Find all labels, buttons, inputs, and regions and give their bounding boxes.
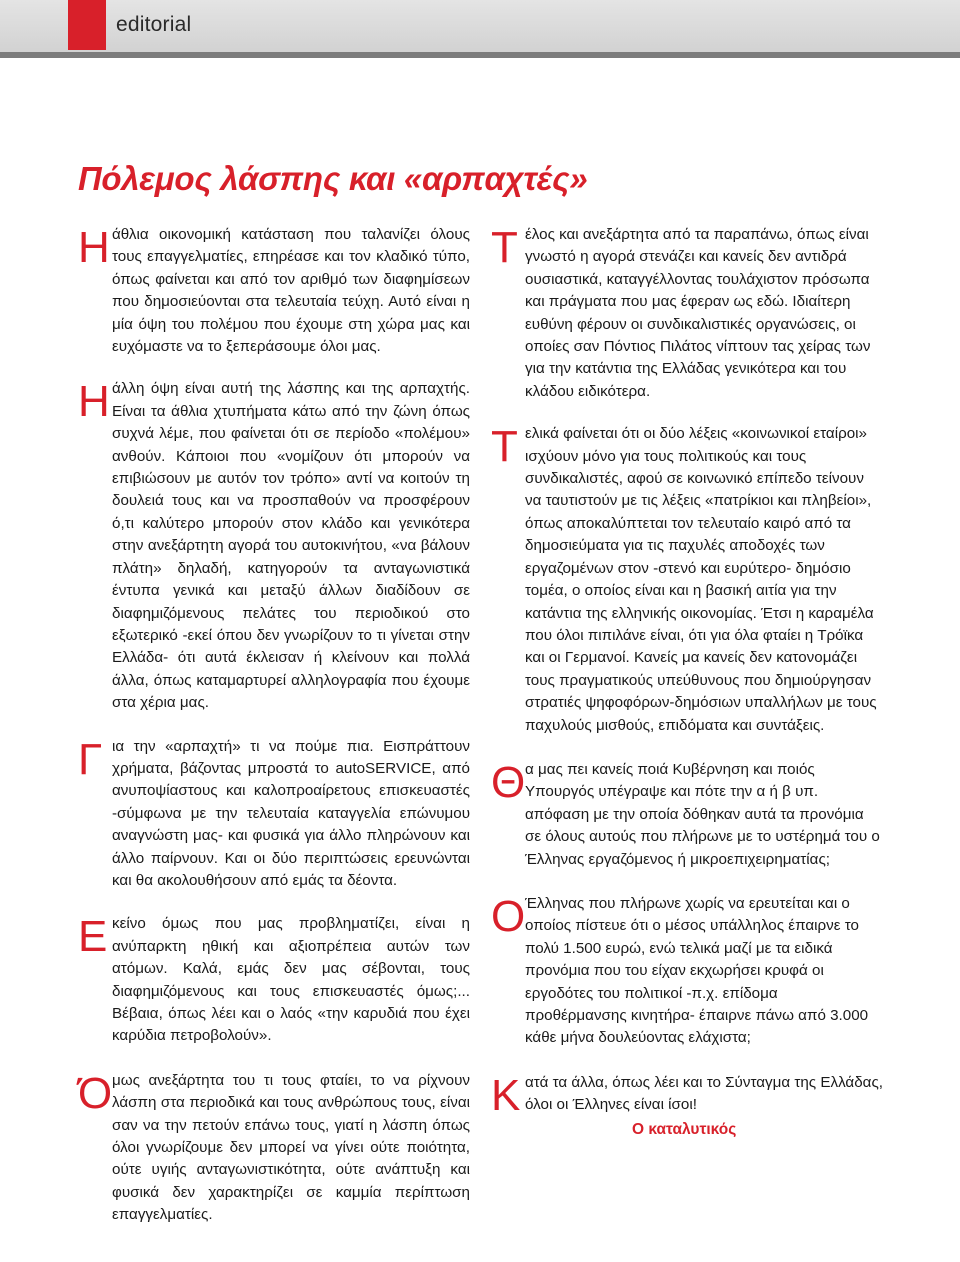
article-title: Πόλεμος λάσπης και «αρπαχτές»: [78, 160, 588, 197]
drop-cap: Η: [78, 377, 110, 427]
drop-cap: Γ: [78, 734, 103, 784]
drop-cap: Ό: [78, 1068, 113, 1118]
paragraph-text: κείνο όμως που μας προβληματίζει, είναι η ανύπαρκτη ηθική και αξιοπρέπεια αυτών των ατόμων. Καλά, εμάς δεν μας σέβονται, τους διαφημιζόμενους και τους επισκευαστές όμως;... Βέβαια, όπως λέει και ο λαός «την καρυδιά που έχει καρύδια πετροβολούν».: [112, 915, 470, 1045]
left-column: [78, 224, 470, 1227]
paragraph-text: άλλη όψη είναι αυτή της λάσπης και της αρπαχτής. Είναι τα άθλια χτυπήματα κάτω από την ζώνη όπως συχνά λέμε, που φαίνεται ότι σε περίοδο «πολέμου» ανθούν. Κάποιοι που «νομίζουν ότι μπορούν να επιβιώσουν με αυτόν τον τρόπο» αντί να κοιτούν τη δουλειά τους και να προσπαθούν να προσφέρουν ό,τι καλύτερο μπορούν στον κλάδο και γενικότερα στην ανεξάρτητη αγορά του αυτοκινήτου, «να βάλουν πλάτη» δηλαδή, κατηγορούν τα ανταγωνιστικά έντυπα γενικά και μεταξύ άλλων διαδίδουν σε διαφημιζόμενους πελάτες του περιοδικού στο εξωτερικό -εκεί όπου δεν γνωρίζουν το τι γίνεται στην Ελλάδα- ότι αυτά έκλεισαν ή κλείνουν και πολλά άλλα, όπως καταμαρτυρεί αλληλογραφία που έχουμε στα χέρια μας.: [112, 380, 470, 712]
section-marker: [68, 0, 106, 50]
paragraph-text: ατά τα άλλα, όπως λέει και το Σύνταγμα της Ελλάδας, όλοι οι Έλληνες είναι ίσοι!: [525, 1073, 883, 1114]
article-paragraph: [78, 378, 470, 714]
section-label: editorial: [116, 13, 192, 36]
right-column: [491, 223, 883, 1120]
paragraph-text: μως ανεξάρτητα του τι τους φταίει, το να ρίχνουν λάσπη στα περιοδικά και τους ανθρώπους τους, είναι σαν να την πετούν επάνω τους, γιατί η λάσπη όπως όλοι γνωρίζουμε δεν μπορεί να γίνει ούτε ποιότητα, ούτε υγιής ανταγωνιστικότητα, ούτε ανάπτυξη και φυσικά δεν χαρακτηρίζει σε καμμία περίπτωση επαγγελματίες.: [112, 1071, 470, 1224]
drop-cap: Τ: [491, 422, 518, 472]
article-paragraph: [78, 913, 470, 1047]
paragraph-text: α μας πει κανείς ποιά Κυβέρνηση και ποιός Υπουργός υπέγραψε και πότε την α ή β υπ. απόφαση με την οποία δόθηκαν αυτά τα προνόμια σε όλους αυτούς που πλήρωνε με το υστέρημά του ο Έλληνας εργαζόμενος ή μικροεπιχειρηματίας;: [525, 760, 880, 868]
paragraph-text: ελικά φαίνεται ότι οι δύο λέξεις «κοινωνικοί εταίροι» ισχύουν μόνο για τους πολιτικούς και τους συνδικαλιστές, αφού σε κοινωνικό επίπεδο τείνουν να ταυτιστούν με τις λέξεις «πατρίκιοι και πληβείοι», όπως αποκαλύπτεται τον τελευταίο καιρό από τα δημοσιεύματα για τις παχυλές αποδοχές των εργαζομένων στον -στενό και ευρύτερο- δημόσιο τομέα, ο οποίος είναι και η βασική αιτία για την κατάντια της ελληνικής οικονομίας. Έτσι η καραμέλα που όλοι πιπιλάνε είναι, ότι για όλα φταίει η Τρόϊκα και οι Γερμανοί. Κανείς μα κανείς δεν κατονομάζει τους πραγματικούς υπεύθυνους που δημιούργησαν στρατιές ψηφοφόρων-δημόσιων υπαλλήλων με τους παχυλούς μισθούς, επιδόματα και συντάξεις.: [525, 425, 877, 734]
drop-cap: Κ: [491, 1070, 521, 1120]
article-paragraph: [78, 736, 470, 893]
drop-cap: Ο: [491, 891, 526, 941]
author-signature: Ο καταλυτικός: [632, 1121, 737, 1138]
article-paragraph: [491, 423, 883, 737]
article-paragraph: [78, 1070, 470, 1227]
paragraph-text: άθλια οικονομική κατάσταση που ταλανίζει όλους τους επαγγελματίες, επηρέασε και τον κλαδικό τύπο, όπως φαίνεται και από τον αριθμό των διαφημίσεων που δημοσιεύονται στα τελευταία τεύχη. Αυτό είναι η μία όψη του πολέμου που έχουμε στη χώρα μας και ευχόμαστε να το ξεπεράσουμε όλοι μας.: [112, 226, 470, 356]
article-paragraph: [78, 224, 470, 358]
drop-cap: Ε: [78, 912, 108, 962]
article-paragraph: [491, 1070, 883, 1120]
drop-cap: Τ: [491, 223, 518, 272]
paragraph-text: ια την «αρπαχτή» τι να πούμε πια. Εισπράττουν χρήματα, βάζοντας μπροστά το autoSERVICE, από ανυποψίαστους και καλοπροαίρετους επισκευαστές -σύμφωνα με την τελευταία καταγγελία επώνυμου αναγνώστη μας- και φυσικά για άλλο πληρώνουν και άλλο παίρνουν. Και οι δύο περιπτώσεις ερευνώνται και θα ακολουθήσουν από εμάς τα δέοντα.: [112, 737, 470, 889]
article-paragraph: [491, 759, 883, 871]
article-paragraph: [491, 224, 883, 403]
drop-cap: Η: [78, 223, 110, 272]
paragraph-text: Έλληνας που πλήρωνε χωρίς να ερευτείται και ο οποίος πίστευε ότι ο μέσος υπάλληλος έπαιρνε το πολύ 1.500 ευρώ, ενώ τελικά μαζί με τα ειδικά προνόμια που του είχαν εκχωρήσει κρυφά οι εργοδότες του πολιτικοί -π.χ. επίδομα προθέρμανσης κινητήρα- έπαιρνε πάνω από 3.000 κάθε μήνα δουλεύοντας ελάχιστα;: [525, 894, 869, 1047]
article-paragraph: [491, 893, 883, 1050]
paragraph-text: έλος και ανεξάρτητα από τα παραπάνω, όπως είναι γνωστό η αγορά στενάζει και κανείς δεν αντιδρά ουσιαστικά, καταγγέλλοντας τουλάχιστον πρόσωπα και πράγματα που μας έφεραν ως εδώ. Ιδιαίτερη ευθύνη φέρουν οι συνδικαλιστικές οργανώσεις, οι οποίες σαν Πόντιος Πιλάτος νίπτουν τας χείρας των για την κατάντια της Ελλάδας γενικότερα και του κλάδου ειδικότερα.: [525, 226, 871, 400]
drop-cap: Θ: [491, 757, 526, 807]
